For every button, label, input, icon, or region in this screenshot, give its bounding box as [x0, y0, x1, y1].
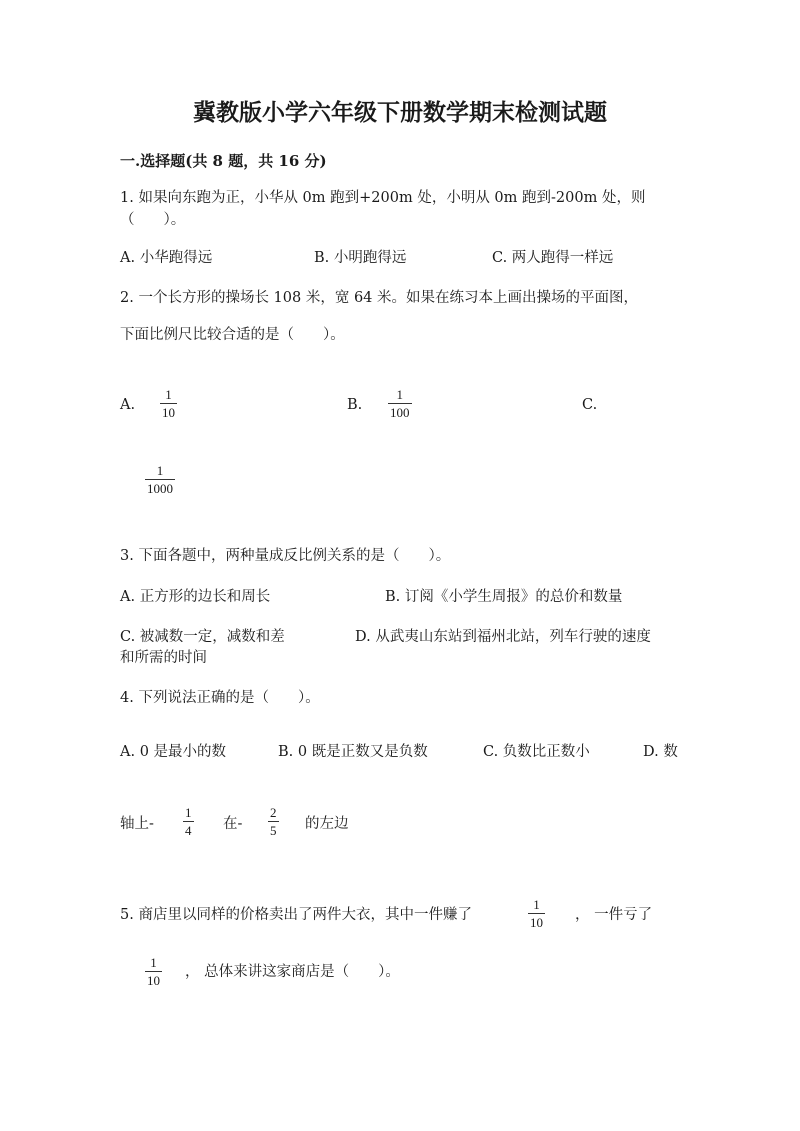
denominator: 10: [147, 973, 160, 988]
option-d: D. 数: [643, 744, 678, 760]
option-a: A. 0 是最小的数: [120, 744, 227, 760]
option-c: C.: [582, 397, 598, 413]
denominator: 10: [162, 405, 175, 420]
page-title: 冀教版小学六年级下册数学期末检测试题: [193, 99, 607, 126]
numerator: 1: [156, 463, 164, 478]
question-text: 下面比例尺比较合适的是（ ）。: [120, 327, 345, 343]
denominator: 5: [270, 823, 277, 838]
option-b: B. 小明跑得远: [314, 250, 407, 266]
option-a: A.: [120, 397, 136, 413]
numerator: 1: [185, 805, 192, 820]
option-a: A. 小华跑得远: [120, 250, 213, 266]
option-c: C. 两人跑得一样远: [492, 250, 614, 266]
option-b: B. 订阅《小学生周报》的总价和数量: [385, 589, 623, 605]
option-b: B.: [347, 397, 363, 413]
option-d-continued: 的左边: [305, 816, 349, 832]
numerator: 1: [533, 897, 540, 912]
option-b: B. 0 既是正数又是负数: [278, 744, 428, 760]
option-d: D. 从武夷山东站到福州北站，列车行驶的速度: [355, 629, 651, 645]
option-d-continued: 轴上-: [120, 816, 154, 832]
fraction-option-b: [388, 388, 412, 420]
fraction-two-fifths: [268, 806, 279, 838]
question-text: 2. 一个长方形的操场长 108 米，宽 64 米。如果在练习本上画出操场的平面图，: [120, 290, 639, 306]
section-heading: 一.选择题(共 8 题，共 16 分): [120, 152, 327, 170]
numerator: 2: [270, 805, 277, 820]
denominator: 100: [390, 405, 410, 420]
denominator: 10: [530, 915, 543, 930]
fraction-option-a: [160, 388, 177, 420]
fraction-one-tenth: [145, 956, 162, 988]
numerator: 1: [165, 387, 172, 402]
fraction-option-c: [145, 464, 175, 496]
option-c: C. 负数比正数小: [483, 744, 590, 760]
question-text: ， 一件亏了: [575, 907, 653, 923]
question-text: 5. 商店里以同样的价格卖出了两件大衣，其中一件赚了: [120, 907, 472, 923]
question-text: 3. 下面各题中，两种量成反比例关系的是（ ）。: [120, 548, 451, 564]
fraction-one-tenth: [528, 898, 545, 930]
option-d-continued: 和所需的时间: [120, 650, 207, 666]
numerator: 1: [396, 387, 403, 402]
numerator: 1: [150, 955, 157, 970]
question-text: 1. 如果向东跑为正，小华从 0m 跑到+200m 处，小明从 0m 跑到-200m 处，则: [120, 190, 646, 206]
fraction-one-quarter: [183, 806, 194, 838]
question-text: 4. 下列说法正确的是（ ）。: [120, 690, 320, 706]
denominator: 4: [185, 823, 192, 838]
option-c: C. 被减数一定，减数和差: [120, 629, 285, 645]
question-text: （ ）。: [120, 212, 186, 228]
denominator: 1000: [147, 481, 173, 496]
option-a: A. 正方形的边长和周长: [120, 589, 271, 605]
option-d-continued: 在-: [223, 816, 243, 832]
question-text: ， 总体来讲这家商店是（ ）。: [185, 964, 400, 980]
